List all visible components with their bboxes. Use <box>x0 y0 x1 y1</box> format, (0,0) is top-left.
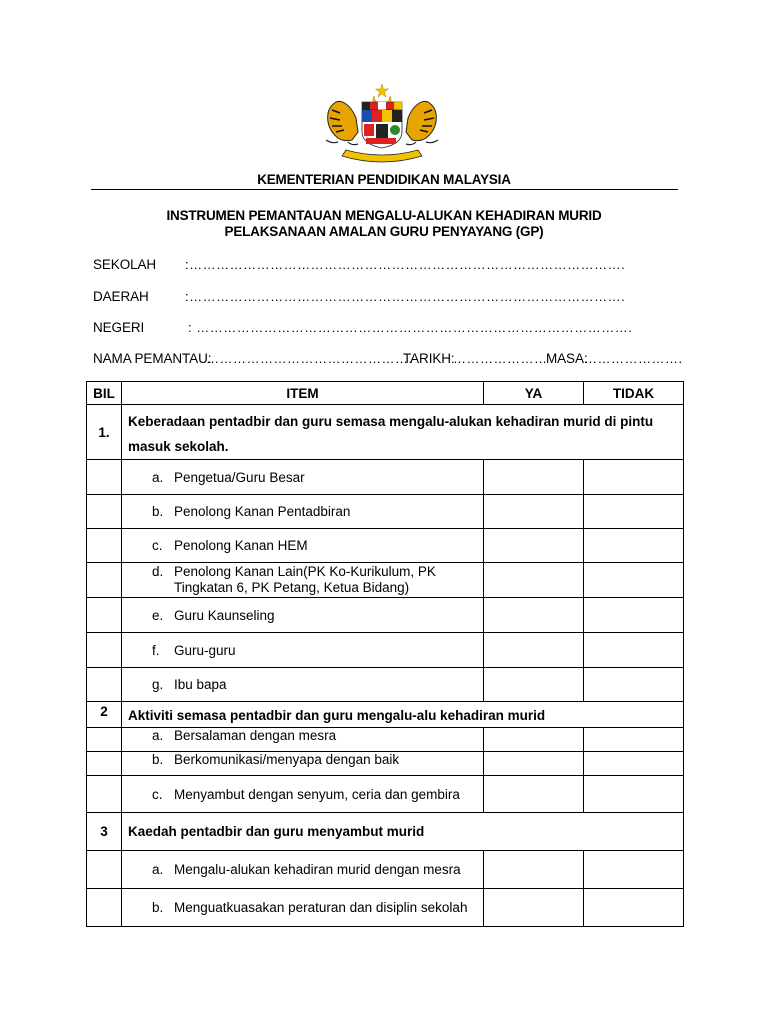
section-number: 2 <box>87 702 122 728</box>
ministry-heading: KEMENTERIAN PENDIDIKAN MALAYSIA <box>257 172 511 187</box>
table-row <box>87 563 684 598</box>
item-label: g. <box>152 677 164 692</box>
ya-checkbox-cell[interactable] <box>484 529 584 563</box>
ya-checkbox-cell[interactable] <box>484 563 584 598</box>
table-row <box>87 728 684 752</box>
right-tiger-icon <box>406 101 438 144</box>
item-text: Ibu bapa <box>174 677 227 692</box>
tidak-checkbox-cell[interactable] <box>584 563 684 598</box>
monitoring-table <box>86 381 684 927</box>
item-label: c. <box>152 786 163 802</box>
tidak-checkbox-cell[interactable] <box>584 529 684 563</box>
item-text: Berkomunikasi/menyapa dengan baik <box>174 752 400 767</box>
ya-checkbox-cell[interactable] <box>484 889 584 927</box>
tidak-checkbox-cell[interactable] <box>584 776 684 813</box>
left-tiger-icon <box>326 101 358 144</box>
table-row <box>87 752 684 776</box>
tidak-checkbox-cell[interactable] <box>584 460 684 495</box>
ya-checkbox-cell[interactable] <box>484 460 584 495</box>
table-row <box>87 598 684 633</box>
item-text: Pengetua/Guru Besar <box>174 469 305 485</box>
item-text: Penolong Kanan Pentadbiran <box>174 504 351 519</box>
section-title: Keberadaan pentadbir dan guru semasa mengalu-alukan kehadiran murid di pintu masuk sekolah. <box>122 405 684 460</box>
item-label: b. <box>152 504 164 519</box>
ya-checkbox-cell[interactable] <box>484 633 584 668</box>
table-row <box>87 889 684 927</box>
tidak-checkbox-cell[interactable] <box>584 668 684 702</box>
ya-checkbox-cell[interactable] <box>484 776 584 813</box>
tidak-checkbox-cell[interactable] <box>584 495 684 529</box>
sekolah-label: SEKOLAH <box>93 257 157 272</box>
item-cell <box>122 752 484 776</box>
col-header-ya: YA <box>484 382 584 405</box>
item-cell <box>122 668 484 702</box>
item-text: Penolong Kanan Lain(PK Ko-Kurikulum, PK Tingkatan 6, PK Petang, Ketua Bidang) <box>174 564 436 595</box>
header-divider <box>91 189 678 190</box>
item-text: Bersalaman dengan mesra <box>174 728 337 743</box>
col-header-tidak: TIDAK <box>584 382 684 405</box>
tarikh-field[interactable]: ………………… <box>453 351 548 366</box>
tidak-checkbox-cell[interactable] <box>584 752 684 776</box>
table-row <box>87 668 684 702</box>
ya-checkbox-cell[interactable] <box>484 598 584 633</box>
col-header-bil: BIL <box>87 382 122 405</box>
section-number: 3 <box>87 813 122 851</box>
ya-checkbox-cell[interactable] <box>484 851 584 889</box>
item-cell <box>122 529 484 563</box>
daerah-field[interactable]: :……………………………………………………………………………………. <box>185 289 626 304</box>
section-title: Kaedah pentadbir dan guru menyambut murid <box>122 813 684 851</box>
section-number: 1. <box>87 405 122 460</box>
item-cell <box>122 633 484 668</box>
section-row <box>87 405 684 460</box>
motto-scroll <box>342 150 422 162</box>
item-label: d. <box>152 564 164 579</box>
item-text: Penolong Kanan HEM <box>174 538 308 553</box>
negeri-field[interactable]: : ……………………………………………………………………………………. <box>188 320 633 335</box>
ya-checkbox-cell[interactable] <box>484 752 584 776</box>
ya-checkbox-cell[interactable] <box>484 668 584 702</box>
malaysia-crest-emblem <box>318 84 446 164</box>
masa-label: MASA: <box>546 351 588 366</box>
document-title-line1: INSTRUMEN PEMANTAUAN MENGALU-ALUKAN KEHADIRAN MURID <box>166 208 602 223</box>
item-label: b. <box>152 900 164 915</box>
item-text: Menyambut dengan senyum, ceria dan gembira <box>174 786 460 802</box>
item-text: Guru-guru <box>174 642 236 658</box>
document-title-line2: PELAKSANAAN AMALAN GURU PENYAYANG (GP) <box>224 224 544 239</box>
sekolah-field[interactable]: :……………………………………………………………………………………. <box>185 257 626 272</box>
section-title: Aktiviti semasa pentadbir dan guru mengalu-alu kehadiran murid <box>122 702 684 728</box>
masa-field[interactable]: …………………. <box>584 351 683 366</box>
table-row <box>87 633 684 668</box>
item-cell <box>122 460 484 495</box>
tidak-checkbox-cell[interactable] <box>584 633 684 668</box>
col-header-item: ITEM <box>122 382 484 405</box>
section-row <box>87 702 684 728</box>
item-cell <box>122 776 484 813</box>
item-cell <box>122 563 484 598</box>
table-row <box>87 495 684 529</box>
negeri-label: NEGERI <box>93 320 145 335</box>
section-row <box>87 813 684 851</box>
item-label: f. <box>152 642 160 658</box>
item-label: a. <box>152 469 164 485</box>
pemantau-label: NAMA PEMANTAU: <box>93 351 212 366</box>
item-cell <box>122 889 484 927</box>
item-cell <box>122 495 484 529</box>
item-cell <box>122 851 484 889</box>
item-text: Menguatkuasakan peraturan dan disiplin sekolah <box>174 900 468 915</box>
table-row <box>87 460 684 495</box>
tidak-checkbox-cell[interactable] <box>584 851 684 889</box>
tidak-checkbox-cell[interactable] <box>584 728 684 752</box>
ya-checkbox-cell[interactable] <box>484 728 584 752</box>
table-row <box>87 776 684 813</box>
ya-checkbox-cell[interactable] <box>484 495 584 529</box>
daerah-label: DAERAH <box>93 289 149 304</box>
item-label: a. <box>152 728 164 743</box>
item-label: b. <box>152 752 164 767</box>
item-label: e. <box>152 607 164 623</box>
table-row <box>87 529 684 563</box>
tidak-checkbox-cell[interactable] <box>584 598 684 633</box>
tarikh-label: TARIKH: <box>403 351 455 366</box>
shield-icon <box>362 102 402 148</box>
item-text: Mengalu-alukan kehadiran murid dengan mesra <box>174 862 461 877</box>
item-cell <box>122 598 484 633</box>
table-row <box>87 851 684 889</box>
pemantau-field[interactable]: ………………………………………. <box>206 351 413 366</box>
item-label: a. <box>152 862 164 877</box>
item-text: Guru Kaunseling <box>174 607 275 623</box>
table-header-row <box>87 382 684 405</box>
tidak-checkbox-cell[interactable] <box>584 889 684 927</box>
item-label: c. <box>152 538 163 553</box>
item-cell <box>122 728 484 752</box>
